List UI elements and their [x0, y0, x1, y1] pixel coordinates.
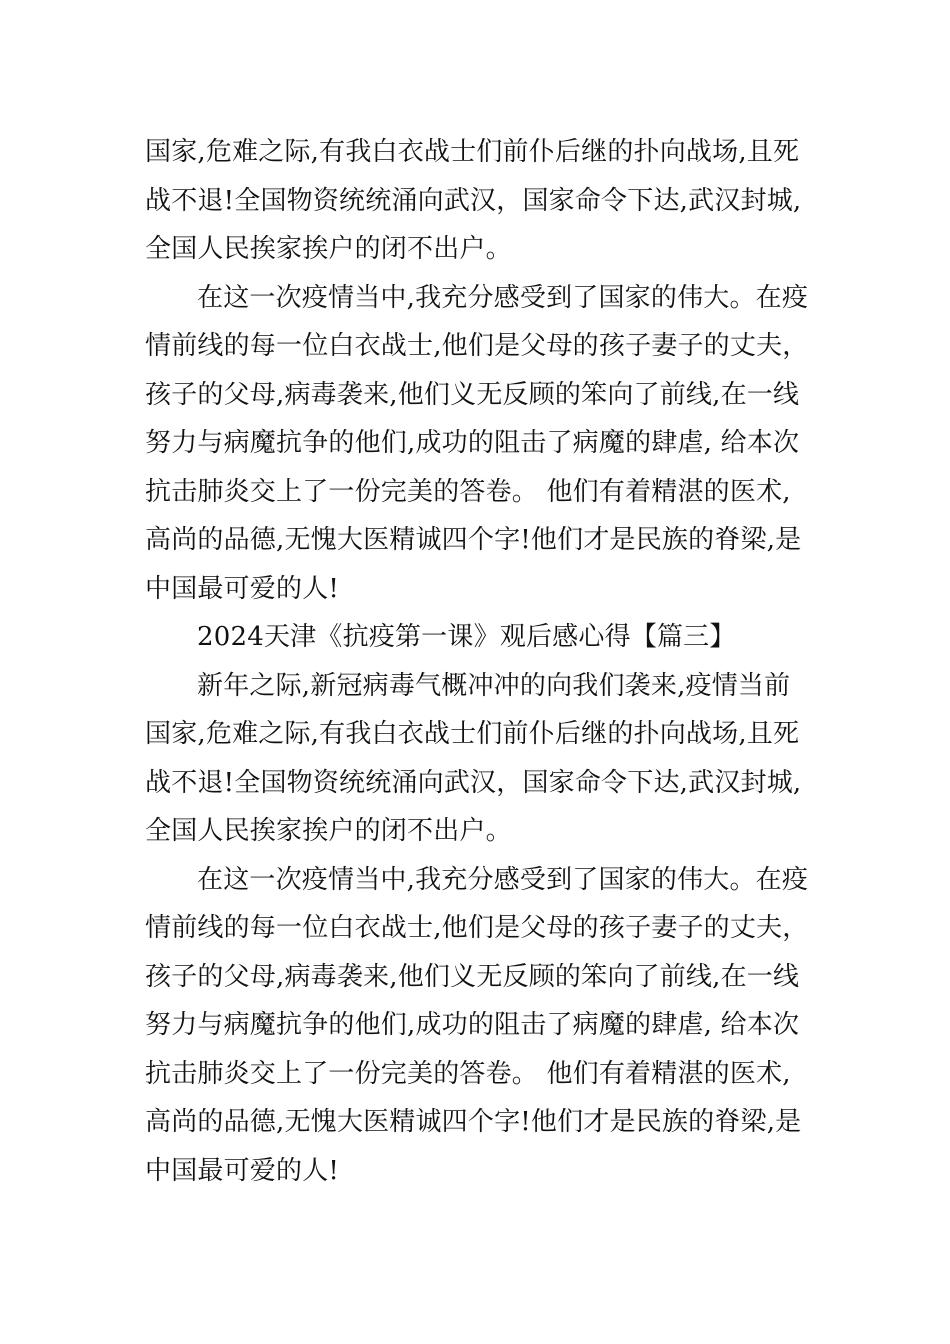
text-line: 高尚的品德,无愧大医精诚四个字!他们才是民族的脊梁,是	[145, 525, 802, 555]
text-line: 国家,危难之际,有我白衣战士们前仆后继的扑向战场,且死	[145, 719, 800, 749]
text-line: 战不退!全国物资统统涌向武汉，国家命令下达,武汉封城,	[145, 767, 802, 798]
text-line: 孩子的父母,病毒袭来,他们义无反顾的笨向了前线,在一线	[145, 379, 800, 410]
paragraph-2	[145, 274, 810, 614]
paragraph-4	[145, 856, 810, 1196]
text-line: 抗击肺炎交上了一份完美的答卷。 他们有着精湛的医术,	[145, 476, 791, 507]
paragraph-1	[145, 128, 810, 274]
section-title: 2024天津《抗疫第一课》观后感心得【篇三】	[197, 622, 736, 652]
text-line: 国家,危难之际,有我白衣战士们前仆后继的扑向战场,且死	[145, 137, 800, 167]
text-line: 全国人民挨家挨户的闭不出户。	[145, 816, 512, 846]
text-line: 抗击肺炎交上了一份完美的答卷。 他们有着精湛的医术,	[145, 1058, 791, 1089]
text-line: 高尚的品德,无愧大医精诚四个字!他们才是民族的脊梁,是	[145, 1107, 802, 1137]
section-heading	[145, 613, 810, 662]
text-line: 努力与病魔抗争的他们,成功的阻击了病魔的肆虐, 给本次	[145, 1010, 800, 1040]
text-line: 在这一次疫情当中,我充分感受到了国家的伟大。在疫	[197, 282, 809, 313]
text-line: 情前线的每一位白衣战士,他们是父母的孩子妻子的丈夫，	[145, 913, 809, 943]
text-line: 战不退!全国物资统统涌向武汉，国家命令下达,武汉封城,	[145, 185, 802, 216]
document-body	[145, 128, 810, 1195]
text-line: 新年之际,新冠病毒气概冲冲的向我们袭来,疫情当前	[197, 670, 791, 701]
text-line: 努力与病魔抗争的他们,成功的阻击了病魔的肆虐, 给本次	[145, 428, 800, 458]
text-line: 中国最可爱的人!	[145, 1155, 340, 1186]
text-line: 中国最可爱的人!	[145, 573, 340, 604]
paragraph-3	[145, 662, 810, 856]
text-line: 情前线的每一位白衣战士,他们是父母的孩子妻子的丈夫，	[145, 331, 809, 361]
text-line: 孩子的父母,病毒袭来,他们义无反顾的笨向了前线,在一线	[145, 961, 800, 992]
text-line: 全国人民挨家挨户的闭不出户。	[145, 234, 512, 264]
text-line: 在这一次疫情当中,我充分感受到了国家的伟大。在疫	[197, 864, 809, 895]
